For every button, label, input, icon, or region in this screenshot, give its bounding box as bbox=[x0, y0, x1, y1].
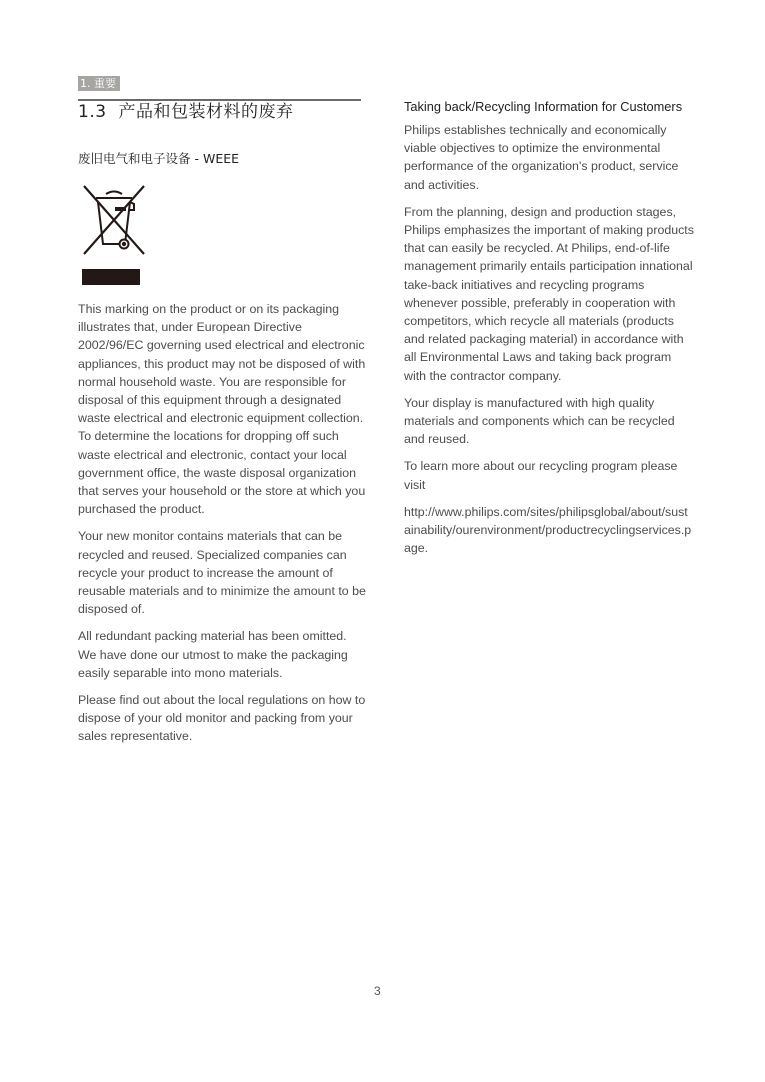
paragraph-learn-more: To learn more about our recycling program please visit bbox=[404, 459, 678, 492]
paragraph-recyclable-materials: Your new monitor contains materials that can be recycled and reused. Specialized companies can recycle your product to increase the amount of reusable materials and to minimize the amount to be disposed of. bbox=[78, 529, 366, 617]
recycling-url-link[interactable]: http://www.philips.com/sites/philipsglobal/about/sustainability/ourenvironment/productrecyclingservices.page. bbox=[404, 504, 692, 556]
paragraph-philips-objectives: Philips establishes technically and economically viable objectives to optimize the environmental performance of the organization's product, service and activities. bbox=[404, 123, 679, 192]
recycling-info-heading: Taking back/Recycling Information for Customers bbox=[404, 99, 683, 114]
paragraph-local-regulations: Please find out about the local regulations on how to dispose of your old monitor and packing from your sales representative. bbox=[78, 693, 366, 744]
paragraph-weee-marking: This marking on the product or on its packaging illustrates that, under European Directive 2002/96/EC governing used electrical and electronic appliances, this product may not be disposed of with normal household waste. You are responsible for disposal of this equipment through a designated waste electrical and electronic equipment collection. To determine the locations for dropping off such waste electrical and electronic, contact your local government office, the waste disposal organization that serves your household or the store at which you purchased the product. bbox=[78, 302, 366, 517]
crossed-out-wheelie-bin-icon bbox=[78, 180, 150, 288]
chapter-tab: 1. 重要 bbox=[78, 76, 120, 91]
section-title bbox=[78, 101, 294, 123]
paragraph-packing-material: All redundant packing material has been omitted. We have done our utmost to make the packaging easily separable into mono materials. bbox=[78, 629, 348, 680]
weee-bar bbox=[82, 269, 140, 285]
right-column bbox=[404, 98, 694, 566]
weee-subheading: 废旧电气和电子设备 - WEEE bbox=[78, 151, 240, 166]
page-number: 3 bbox=[374, 984, 381, 998]
paragraph-display-quality: Your display is manufactured with high quality materials and components which can be recycled and reused. bbox=[404, 395, 675, 447]
left-column bbox=[78, 300, 368, 755]
section-number: 1.3 bbox=[78, 102, 107, 122]
paragraph-end-of-life: From the planning, design and production stages, Philips emphasizes the important of making products that can easily be recycled. At Philips, end-of-life management primarily entails participation innational take-back initiatives and recycling programs whenever possible, preferably in cooperation with competitors, which recycle all materials (products and related packaging material) in accordance with all Environmental Laws and taking back program with the contractor company. bbox=[404, 204, 694, 383]
section-title-text: 产品和包装材料的废弃 bbox=[118, 102, 294, 122]
